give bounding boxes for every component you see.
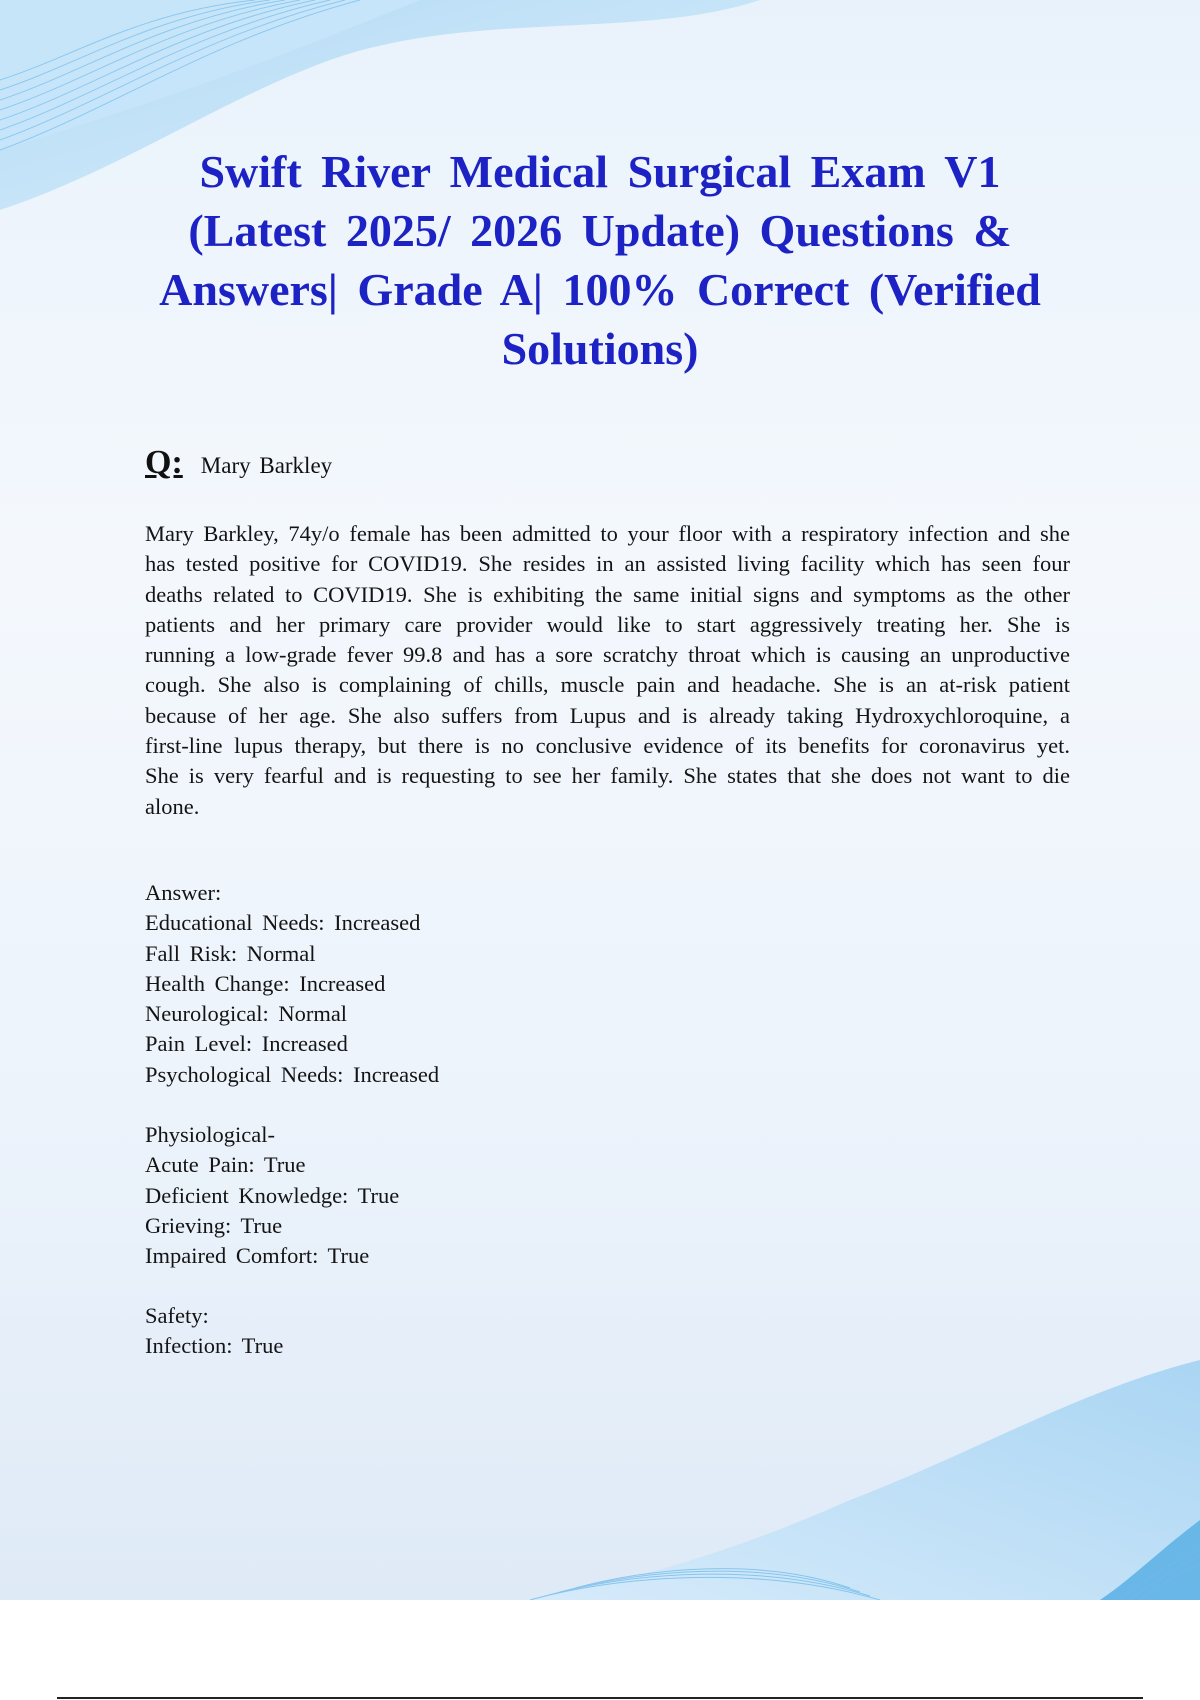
document-title: Swift River Medical Surgical Exam V1 (Latest 2025/ 2026 Update) Questions & Answers| Grade A| 100% Correct (Verified Solutions): [159, 146, 1041, 374]
list-item: Neurological: Normal: [145, 1001, 348, 1027]
footer-divider: [57, 1697, 1143, 1699]
safety-heading: Safety:: [145, 1303, 209, 1328]
list-item: Fall Risk: Normal: [145, 940, 316, 966]
question-name: Mary Barkley: [200, 453, 333, 478]
list-item: Impaired Comfort: True: [145, 1243, 370, 1269]
list-item: Infection: True: [145, 1333, 284, 1359]
question-label: Q:: [145, 444, 183, 481]
list-item: Grieving: True: [145, 1212, 283, 1238]
question-header: [145, 444, 332, 482]
physiological-block: [145, 1120, 1070, 1271]
physiological-heading: Physiological-: [145, 1122, 275, 1147]
question-scenario: Mary Barkley, 74y/o female has been admitted to your floor with a respiratory infection and she has tested positive for COVID19. She resides in an assisted living facility which has seen four deaths related to COVID19. She is exhibiting the same initial signs and symptoms as the other patients and her primary care provider would like to start aggressively treating her. She is running a low-grade fever 99.8 and has a sore scratchy throat which is causing an unproductive cough. She also is complaining of chills, muscle pain and headache. She is an at-risk patient because of her age. She also suffers from Lupus and is already taking Hydroxychloroquine, a first-line lupus therapy, but there is no conclusive evidence of its benefits for coronavirus yet. She is very fearful and is requesting to see her family. She states that she does not want to die alone.: [145, 521, 1070, 819]
bottom-right-wave: [520, 1360, 1200, 1600]
list-item: Acute Pain: True: [145, 1152, 306, 1178]
list-item: Health Change: Increased: [145, 970, 386, 996]
answer-heading: Answer:: [145, 880, 222, 905]
answer-block: [145, 878, 1070, 1090]
list-item: Psychological Needs: Increased: [145, 1061, 440, 1087]
list-item: Deficient Knowledge: True: [145, 1182, 400, 1208]
safety-block: [145, 1301, 1070, 1362]
list-item: Educational Needs: Increased: [145, 910, 421, 936]
list-item: Pain Level: Increased: [145, 1031, 348, 1057]
